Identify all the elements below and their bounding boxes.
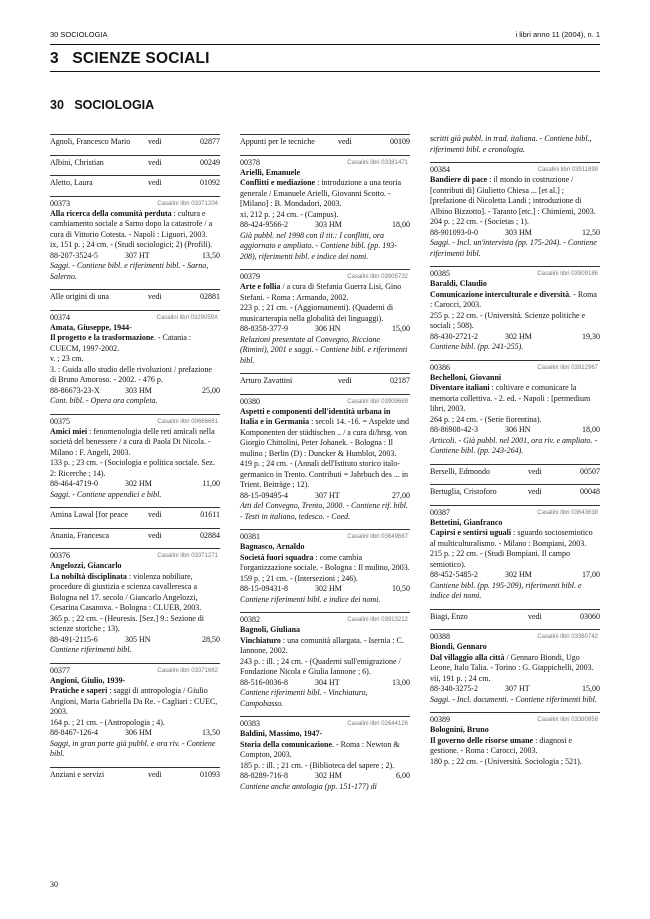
catalog-entry — [240, 529, 410, 605]
entry-note: Già pubbl. nel 1998 con il tit.: I conflitti, ora aggiornato e ampliato. - Contiene bibl. (pp. 193-208), riferimenti bibl. e indice dei nomi. — [240, 230, 397, 261]
entry-isbn-row — [50, 251, 220, 262]
entry-author: Arielli, Emanuele — [240, 167, 300, 177]
cross-reference-name: Bertuglia, Cristoforo — [430, 487, 497, 496]
entry-number: 00378 — [240, 157, 260, 167]
entry-number: 00382 — [240, 615, 260, 624]
entry-body-text: . - Roma : Carocci, 2003. — [430, 289, 597, 309]
entry-isbn-row — [240, 324, 410, 335]
entry-number: 00376 — [50, 551, 70, 560]
cross-reference-name: Aletto, Laura — [50, 178, 93, 187]
entry-body-text: : introduzione a una teoria generale / Emanuele Arielli, Giovanni Scotto. - [Milano] : B. Mondadori, 2003. — [240, 178, 402, 208]
section-title: 3 SCIENZE SOCIALI — [50, 50, 210, 67]
publisher-id: Casalini libri 0329059X — [156, 314, 218, 321]
entry-title: Bandiere di pace — [430, 175, 488, 184]
entry-isbn: 88-452-5485-2 — [430, 570, 478, 579]
entry-description — [240, 282, 410, 324]
entry-classification: 303 HM — [505, 227, 532, 237]
catalog-entry — [240, 269, 410, 366]
entry-classification: 307 HT — [505, 684, 530, 693]
entry-body-text: : secoli 14. -16. = Aspekte und Komponenten der städtischen .. / a cura di/hrsg. von Giorgio Chittolini, Peter Johanek. - Bologna : Il mulino ; Berlin (D) : Duncker & Humblot, 2003. — [240, 417, 409, 458]
entry-description — [50, 686, 220, 728]
cross-reference-number: 01611 — [200, 510, 220, 519]
cross-reference-name: Arturo Zavattini — [240, 376, 293, 385]
publisher-id: Casalini libri 00666661 — [157, 418, 218, 425]
entry-isbn: 88-8358-377-9 — [240, 324, 288, 333]
entry-body-text: 133 p. ; 23 cm. - (Sociologia e politica sociale. Sez. 2: Ricerche ; 14). — [50, 458, 215, 478]
entry-classification: 302 HM — [315, 584, 342, 593]
catalog-entry — [50, 414, 220, 501]
entry-author: Bolognini, Bruno — [430, 725, 489, 734]
entry-isbn: 88-86908-42-3 — [430, 425, 478, 434]
entry-isbn-row — [50, 479, 220, 490]
entry-description — [430, 736, 600, 768]
cross-reference-number: 00109 — [390, 137, 410, 146]
entry-note: Contiene riferimenti bibl. e indice dei nomi. — [240, 594, 381, 604]
entry-body-text: . - Roma : Newton & Compton, 2003. — [240, 739, 400, 759]
entry-isbn: 88-207-3524-5 — [50, 250, 98, 260]
entry-body-text: 180 p. ; 22 cm. - (Università. Sociologia ; 521). — [430, 756, 582, 766]
entry-continuation — [430, 134, 600, 155]
entry-note: Contiene bibl. (pp. 241-255). — [430, 342, 524, 351]
entry-body-text: : diagnosi e gestione. - Roma : Carocci, 2003. — [430, 735, 572, 755]
entry-body-text: 204 p. ; 22 cm. - (Societas ; 1). — [430, 217, 529, 226]
cross-reference-name: Anania, Francesca — [50, 530, 110, 540]
entry-description — [50, 572, 220, 635]
entry-body-text: xi, 212 p. ; 24 cm. - (Campus). — [240, 209, 339, 219]
cross-reference — [50, 767, 220, 781]
entry-isbn-row — [50, 386, 220, 397]
entry-body-text: 215 p. ; 22 cm. - (Studi Bompiani. Il campo semiotico). — [430, 549, 570, 569]
cross-reference — [430, 464, 600, 478]
cross-reference-number: 02187 — [390, 376, 410, 385]
catalog-entry — [430, 505, 600, 602]
entry-title: Il progetto e la trasformazione — [50, 333, 154, 342]
publisher-id: Casalini libri 03380742 — [537, 634, 598, 640]
cross-reference-vedi: vedi — [528, 487, 542, 496]
publisher-id: Casalini libri 03911899 — [537, 167, 598, 173]
entry-title: Comunicazione interculturale e diversità — [430, 289, 570, 299]
entry-isbn-row — [240, 220, 410, 231]
entry-body-text: 185 p. : ill. ; 21 cm. - (Biblioteca del sapere ; 2). — [240, 760, 395, 770]
cross-reference — [240, 373, 410, 387]
entry-classification: 302 HM — [505, 570, 532, 579]
running-header-left: 30 SOCIOLOGIA — [50, 30, 108, 39]
entry-isbn-row — [240, 491, 410, 502]
running-header-right: i libri anno 11 (2004), n. 1 — [515, 30, 600, 39]
entry-header — [430, 632, 600, 642]
entry-title: Aspetti e componenti dell'identità urbana in Italia e in Germania — [240, 406, 391, 426]
header-rule — [50, 44, 600, 45]
entry-author: Amata, Giuseppe, 1944- — [50, 322, 132, 332]
cross-reference-vedi: vedi — [148, 157, 162, 167]
entry-price: 27,00 — [392, 490, 410, 500]
cross-reference-number: 01093 — [200, 769, 220, 779]
entry-note: Saggi. - Incl. un'intervista (pp. 175-204). - Contiene riferimenti bibl. — [430, 238, 597, 258]
entry-number: 00375 — [50, 416, 70, 426]
cross-reference-vedi: vedi — [528, 611, 542, 621]
publisher-id: Casalini libri 02644126 — [347, 721, 408, 727]
entry-header — [50, 199, 220, 209]
column-1 — [50, 134, 220, 787]
entry-number: 00381 — [240, 532, 260, 541]
entry-isbn: 88-424-9566-2 — [240, 220, 288, 229]
entry-header — [430, 363, 600, 373]
subsection-title: 30 SOCIOLOGIA — [50, 98, 155, 112]
entry-title: Società fuori squadra — [240, 552, 314, 562]
entry-note: scritti già pubbl. in trad. italiana. - Contiene bibl., riferimenti bibl. e cronologia. — [430, 134, 592, 154]
cross-reference — [50, 507, 220, 521]
entry-author: Angioni, Giulio, 1939- — [50, 675, 126, 685]
entry-note: Contiene riferimenti bibl. - Vinchiaturo, Campobasso. — [240, 688, 368, 708]
entry-isbn-row — [430, 332, 600, 343]
entry-isbn-row — [240, 771, 410, 782]
entry-number: 00386 — [430, 362, 450, 372]
entry-title: Capirsi e sentirsi uguali — [430, 528, 512, 537]
cross-reference-vedi: vedi — [148, 178, 162, 187]
catalog-entry — [430, 712, 600, 767]
entry-body-text: 419 p. ; 24 cm. - (Annali dell'Istituto storico italo-germanico in Trento. Contributi = Jahrbuch des ... in Trient. Beiträge ; 12). — [240, 459, 409, 489]
entry-author: Bechelloni, Giovanni — [430, 372, 502, 382]
publisher-id: Casalini libri 03909186 — [537, 271, 598, 277]
publisher-id: Casalini libri 03371204 — [157, 200, 218, 207]
entry-header — [50, 313, 220, 323]
catalog-entry — [50, 310, 220, 407]
entry-number: 00384 — [430, 165, 450, 174]
entry-body-text: . - Catania : CUECM, 1997-2002. — [50, 333, 192, 353]
cross-reference-vedi: vedi — [148, 292, 162, 301]
entry-body-text: / a cura di Stefania Guerra Lisi, Gino Stefani. - Roma : Armando, 2002. — [240, 282, 402, 302]
catalog-entry — [240, 394, 410, 523]
entry-note: Relazioni presentate al Convegno, Riccione (Rimini), 2001 e saggi. - Contiene bibl. e riferimenti bibl. — [240, 334, 408, 365]
cross-reference — [50, 175, 220, 189]
entry-author: Bagnasco, Arnaldo — [240, 542, 305, 551]
entry-description — [50, 209, 220, 251]
entry-author: Angelozzi, Giancarlo — [50, 561, 122, 570]
entry-number: 00385 — [430, 269, 450, 278]
entry-body-text: 365 p. ; 22 cm. - (Heuresis. [Sez.] 9.: Sezione di scienze storiche ; 13). — [50, 613, 204, 633]
entry-price: 15,00 — [582, 684, 600, 693]
entry-price: 12,50 — [582, 227, 600, 237]
catalog-entry — [240, 155, 410, 263]
entry-body-text: : sguardo sociosemiotico al multiculturalismo. - Milano : Bompiani, 2003. — [430, 528, 593, 548]
entry-body-text: 3. : Guida allo studio delle rivoluzioni / prefazione di Bruno Amoroso. - 2002. - 476 p. — [50, 364, 212, 384]
entry-classification: 302 HM — [125, 479, 152, 488]
entry-author: Baldini, Massimo, 1947- — [240, 729, 323, 738]
entry-number: 00389 — [430, 715, 450, 724]
entry-number: 00379 — [240, 272, 260, 281]
catalog-entry — [50, 548, 220, 656]
cross-reference-vedi: vedi — [528, 466, 542, 476]
entry-price: 13,50 — [202, 728, 220, 737]
entry-description — [430, 653, 600, 685]
entry-header — [430, 269, 600, 279]
entry-isbn: 88-901093-0-0 — [430, 227, 478, 237]
entry-body-text: 243 p. : ill. ; 24 cm. - (Quaderni sull'emigrazione / Fondazione Nicola e Giulia Iannone ; 6). — [240, 656, 401, 676]
entry-description — [50, 333, 220, 386]
catalog-entry — [240, 716, 410, 792]
entry-header — [430, 508, 600, 518]
cross-reference-number: 02881 — [200, 292, 220, 301]
entry-isbn: 88-348-3275-2 — [430, 684, 478, 693]
entry-isbn-row — [430, 425, 600, 436]
entry-author: Bagnoli, Giuliana — [240, 625, 301, 634]
column-2 — [240, 134, 410, 799]
catalog-entry — [430, 266, 600, 353]
entry-price: 11,00 — [202, 479, 220, 488]
publisher-id: Casalini libri 03912967 — [537, 364, 598, 371]
entry-classification: 303 HM — [125, 385, 152, 395]
publisher-id: Casalini libri 03380858 — [537, 717, 598, 723]
entry-description — [240, 178, 410, 220]
entry-title: La nobiltà disciplinata — [50, 571, 127, 581]
cross-reference-number: 03060 — [580, 611, 600, 621]
cross-reference — [50, 528, 220, 542]
entry-number: 00387 — [430, 507, 450, 517]
running-header — [50, 30, 600, 42]
entry-note: Contiene bibl. (pp. 195-209), riferimenti bibl. e indice dei nomi. — [430, 580, 582, 600]
entry-number: 00383 — [240, 719, 260, 728]
cross-reference-name: Albini, Christian — [50, 157, 104, 167]
cross-reference — [50, 289, 220, 303]
entry-price: 19,30 — [582, 331, 600, 341]
entry-author: Baraldi, Claudio — [430, 279, 487, 288]
entry-isbn-row — [430, 684, 600, 695]
entry-note: Contiene riferimenti bibl. — [50, 645, 132, 654]
entry-body-text: : il mondo in costruzione / [contributi di] Giulietto Chiesa ... [et al.] ; [prefazione di Nicoletta Landi ; introduzione di Albino Bizzotto]. - Taranto [etc.] : Chimienti, 2003. — [430, 175, 596, 216]
entry-isbn: 88-15-09431-8 — [240, 584, 288, 593]
entry-number: 00380 — [240, 396, 260, 406]
entry-note: Cont. bibl. - Opera ora completa. — [50, 396, 158, 405]
cross-reference-vedi: vedi — [148, 137, 162, 146]
entry-isbn: 88-8467-126-4 — [50, 728, 98, 737]
entry-body-text: 159 p. ; 21 cm. - (Intersezioni ; 246). — [240, 573, 358, 583]
entry-header — [50, 551, 220, 561]
entry-isbn: 88-491-2115-6 — [50, 634, 98, 644]
entry-note: Articoli. - Già pubbl. nel 2001, ora riv. e ampliato. - Contiene bibl. (pp. 243-264). — [430, 435, 598, 455]
cross-reference-name: Berselli, Edmondo — [430, 466, 490, 476]
entry-number: 00374 — [50, 312, 70, 322]
cross-reference-number: 00048 — [580, 487, 600, 496]
entry-classification: 307 HT — [315, 490, 340, 500]
entry-description — [430, 383, 600, 425]
entry-title: Pratiche e saperi — [50, 686, 108, 695]
entry-isbn: 88-15-09495-4 — [240, 490, 288, 500]
entry-body-text: 264 p. ; 24 cm. - (Serie fiorentina). — [430, 414, 542, 424]
entry-description — [430, 175, 600, 228]
entry-author: Bettetini, Gianfranco — [430, 517, 503, 527]
entry-classification: 302 HM — [315, 771, 342, 780]
entry-title: Arte e follia — [240, 282, 281, 291]
entry-body-text: 255 p. ; 22 cm. - (Università. Scienze politiche e sociali ; 508). — [430, 310, 586, 330]
publisher-id: Casalini libri 03913212 — [347, 617, 408, 623]
entry-price: 13,50 — [202, 250, 220, 260]
entry-title: Storia della comunicazione — [240, 739, 332, 749]
catalog-entry — [430, 162, 600, 259]
entry-price: 17,00 — [582, 570, 600, 579]
entry-note: Saggi. - Contiene bibl. e riferimenti bibl. - Sarno, Salerno. — [50, 261, 209, 281]
entry-description — [240, 553, 410, 585]
entry-body-text: : fenomenologia delle reti amicali nella società del benessere / a cura di Paola Di Nicola. - Milano : F. Angeli, 2003. — [50, 426, 215, 457]
entry-body-text: ix, 151 p. ; 24 cm. - (Studi sociologici; 2) (Profili). — [50, 240, 213, 249]
cross-reference-name: Anziani e servizi — [50, 769, 105, 779]
entry-price: 15,00 — [392, 324, 410, 333]
entry-price: 25,00 — [202, 385, 220, 395]
publisher-id: Casalini libri 03643638 — [537, 509, 598, 516]
entry-isbn: 88-86673-23-X — [50, 385, 100, 395]
cross-reference-number: 01092 — [200, 178, 220, 187]
entry-classification: 306 HN — [315, 324, 341, 333]
entry-title: Vinchiaturo — [240, 635, 281, 645]
catalog-entry — [430, 629, 600, 705]
cross-reference-number: 02877 — [200, 137, 220, 146]
cross-reference-name: Appunti per le tecniche — [240, 137, 315, 146]
entry-price: 18,00 — [582, 425, 600, 434]
entry-classification: 303 HM — [315, 220, 342, 229]
cross-reference-vedi: vedi — [148, 769, 162, 779]
cross-reference-name: Alle origini di una — [50, 292, 109, 301]
entry-body-text: / Gennaro Biondi, Ugo Leone, Italo Talia. - Torino : G. Giappichelli, 2003. — [430, 652, 594, 672]
entry-isbn-row — [240, 678, 410, 689]
catalog-entry — [430, 360, 600, 457]
catalog-entry — [50, 196, 220, 283]
entry-classification: 307 HT — [125, 250, 150, 260]
publisher-id: Casalini libri 03905732 — [347, 274, 408, 280]
entry-description — [430, 528, 600, 570]
column-3 — [430, 134, 600, 774]
entry-note: Atti del Convegno, Trento, 2000. - Contiene rif. bibl. - Testi in italiano, tedesco. - Coed. — [240, 501, 408, 521]
section-rule — [50, 71, 600, 72]
entry-note: Saggi. - Contiene appendici e bibl. — [50, 489, 162, 499]
cross-reference — [50, 155, 220, 169]
entry-isbn-row — [430, 570, 600, 581]
entry-price: 10,50 — [392, 584, 410, 593]
cross-reference — [430, 609, 600, 623]
entry-header — [50, 666, 220, 676]
entry-number: 00377 — [50, 665, 70, 675]
entry-description — [430, 290, 600, 332]
cross-reference — [50, 134, 220, 148]
entry-header — [430, 165, 600, 175]
entry-body-text: : come cambia l'organizzazione sociale. - Bologna : Il mulino, 2003. — [240, 552, 410, 572]
entry-body-text: : una comunità allargata. - Isernia : C. Iannone, 2002. — [240, 635, 404, 655]
cross-reference-vedi: vedi — [148, 530, 162, 540]
entry-number: 00373 — [50, 198, 70, 208]
entry-note: Saggi. - Incl. documenti. - Contiene riferimenti bibl. — [430, 694, 597, 704]
entry-body-text: vii, 191 p. ; 24 cm. — [430, 673, 491, 683]
publisher-id: Casalini libri 03649687 — [347, 534, 408, 540]
cross-reference-vedi: vedi — [148, 510, 162, 519]
entry-header — [240, 532, 410, 542]
cross-reference-number: 02884 — [200, 530, 220, 540]
entry-description — [240, 636, 410, 678]
entry-body-text: : cultura e cambiamento sociale a Sarno dopo la catastrofe / a cura di Vittorio Cotesta. - Napoli : Liguori, 2003. — [50, 208, 213, 239]
entry-classification: 304 HT — [315, 677, 340, 687]
cross-reference-number: 00507 — [580, 466, 600, 476]
entry-header — [430, 715, 600, 725]
entry-number: 00388 — [430, 632, 450, 641]
publisher-id: Casalini libri 03381471 — [347, 159, 408, 166]
entry-title: Conflitti e mediazione — [240, 178, 316, 187]
entry-title: Alla ricerca della comunità perduta — [50, 208, 172, 218]
cross-reference — [240, 134, 410, 148]
entry-description — [240, 407, 410, 491]
entry-classification: 306 HN — [505, 425, 531, 434]
entry-isbn-row — [50, 635, 220, 646]
entry-price: 13,00 — [392, 677, 410, 687]
cross-reference — [430, 484, 600, 498]
entry-note: Contiene anche antologia (pp. 151-177) di — [240, 781, 377, 791]
entry-body-text: : coltivare e comunicare la memoria collettiva. - 2. ed. - Napoli : [permedium libri, 2003. — [430, 383, 591, 413]
entry-classification: 302 HM — [505, 331, 532, 341]
entry-note: Saggi, in gran parte già pubbl. e ora riv. - Contiene bibl. — [50, 738, 216, 758]
entry-title: Dal villaggio alla città — [430, 652, 505, 662]
entry-description — [50, 427, 220, 480]
cross-reference-name: Agnoli, Francesco Mario — [50, 137, 131, 146]
entry-body-text: v. ; 23 cm. — [50, 354, 84, 363]
entry-isbn: 88-516-0036-8 — [240, 677, 288, 687]
page-number: 30 — [50, 880, 58, 889]
entry-isbn: 88-464-4719-0 — [50, 479, 98, 488]
publisher-id: Casalini libri 03371271 — [157, 553, 218, 559]
entry-price: 6,00 — [396, 771, 410, 780]
entry-title: Diventare italiani — [430, 383, 490, 392]
entry-title: Il governo delle risorse umane — [430, 735, 534, 745]
entry-classification: 305 HN — [125, 634, 151, 644]
entry-classification: 306 HM — [125, 728, 152, 737]
publisher-id: Casalini libri 03909669 — [347, 398, 408, 405]
cross-reference-vedi: vedi — [338, 137, 352, 146]
entry-isbn-row — [50, 728, 220, 739]
entry-body-text: : saggi di antropologia / Giulio Angioni, Maria Gabriella Da Re. - Cagliari : CUEC, 2003. — [50, 686, 218, 716]
cross-reference-number: 00249 — [200, 157, 220, 167]
entry-body-text: : violenza nobiliare, procedure di giustizia e scienza cavalleresca a Bologna nel 17. secolo / Giancarlo Angelozzi, Cesarina Casanova. - Bologna : CLUEB, 2003. — [50, 571, 202, 612]
entry-description — [240, 740, 410, 772]
catalog-entry — [240, 612, 410, 709]
entry-price: 18,00 — [392, 220, 410, 229]
entry-header — [240, 615, 410, 625]
entry-header — [240, 158, 410, 168]
entry-isbn-row — [240, 584, 410, 595]
entry-header — [240, 272, 410, 282]
entry-title: Amici miei — [50, 426, 88, 436]
entry-body-text: 223 p. ; 21 cm. - (Aggiornamenti). (Quaderni di musicarterapia nella globalità dei linguaggi). — [240, 303, 394, 323]
cross-reference-name: Biagi, Enzo — [430, 611, 468, 621]
entry-header — [240, 719, 410, 729]
entry-isbn: 88-430-2721-2 — [430, 331, 478, 341]
catalog-entry — [50, 663, 220, 760]
entry-author: Biondi, Gennaro — [430, 642, 487, 651]
entry-header — [50, 417, 220, 427]
entry-price: 28,50 — [202, 634, 220, 644]
entry-isbn-row — [430, 228, 600, 239]
cross-reference-vedi: vedi — [338, 376, 352, 385]
entry-isbn: 88-8289-716-8 — [240, 771, 288, 780]
entry-header — [240, 397, 410, 407]
publisher-id: Casalini libri 03371662 — [157, 667, 218, 674]
cross-reference-name: Amina Lawal [for peace — [50, 510, 128, 519]
entry-body-text: 164 p. ; 21 cm. - (Antropologia ; 4). — [50, 717, 165, 727]
